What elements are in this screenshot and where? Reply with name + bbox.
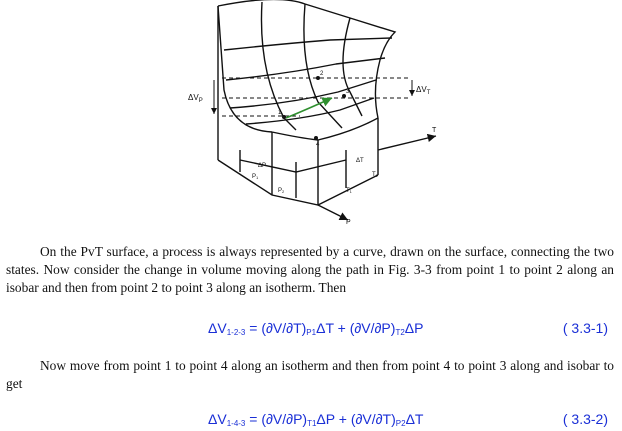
p-axis-label: P: [346, 219, 351, 226]
isobar-c: [343, 18, 362, 116]
paragraph-2: Now move from point 1 to point 4 along an isotherm and then from point 4 to point 3 along and isobar to get: [6, 358, 614, 391]
equation-3-3-2: [0, 411, 622, 431]
equation-3-3-1: [0, 320, 622, 340]
paragraph-1: On the PvT surface, a process is always represented by a curve, drawn on the surface, connecting the two states. Now consider the change in volume moving along the path in Fig. 3-3 from point 1 to point 2 along an isobar and then from point 2 to point 3 along an isotherm. Then: [6, 244, 614, 295]
point-1-label: 1: [278, 110, 282, 116]
delta-t-label: ΔT: [356, 158, 364, 164]
point-1-dot: [282, 115, 286, 119]
equation-expression: ΔV1-2-3 = (∂V/∂T)P1ΔT + (∂V/∂P)T2ΔP: [208, 320, 424, 337]
isotherm-a: [224, 38, 392, 50]
point-4-label: 4: [316, 142, 320, 148]
surface-right-boundary: [318, 118, 378, 140]
t1-label: T1: [346, 188, 352, 194]
equation-number: ( 3.3-2): [562, 411, 608, 427]
point-4-dot: [314, 136, 318, 140]
surface-left-boundary: [218, 6, 272, 132]
dvt-label: $\Delta V_T$: [416, 85, 431, 96]
box-base-line: [240, 160, 346, 172]
p1-label: P1: [252, 174, 259, 180]
delta-p-label: ΔP: [258, 163, 267, 169]
t-axis-label: T: [432, 127, 437, 134]
equation-expression: ΔV1-4-3 = (∂V/∂P)T1ΔP + (∂V/∂T)P2ΔT: [208, 411, 424, 428]
point-3-label: 3: [346, 89, 350, 95]
t-axis: [378, 136, 436, 150]
isotherm-c: [230, 80, 376, 108]
equation-number: ( 3.3-1): [562, 320, 608, 336]
surface-front-boundary: [272, 132, 318, 140]
p2-label: P2: [278, 188, 285, 194]
t2-label: T2: [372, 172, 378, 178]
point-2-label: 2: [320, 71, 324, 77]
box-bottom-front: [218, 160, 378, 205]
dvp-label: $\Delta V_P$: [188, 93, 203, 104]
p-axis: [318, 205, 348, 220]
